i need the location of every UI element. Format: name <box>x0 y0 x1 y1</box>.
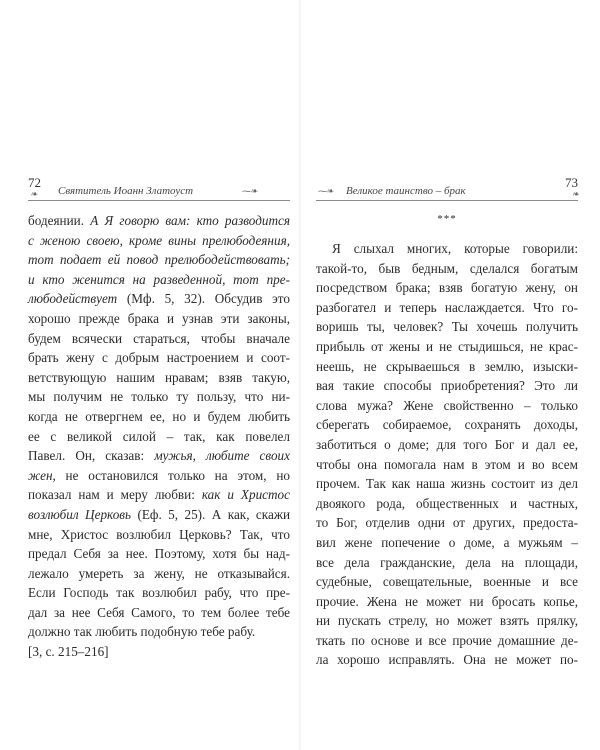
text-line <box>28 348 290 368</box>
text-run: разбогател и теперь наслаждается. Что го- <box>316 299 578 315</box>
text-run: Я слыхал многих, которые говорили: <box>332 241 578 256</box>
text-run: Павел. Он, сказав: <box>28 448 155 464</box>
text-line <box>28 231 290 251</box>
text-run: мы получим не только ту пользу, что ни- <box>28 389 290 405</box>
ornament-icon: ⁓❧ <box>318 186 333 196</box>
text-line <box>28 329 290 349</box>
text-run: ткать по основе и все прочие домашние де- <box>316 632 578 648</box>
italic-quote: и кто женится на разведенной, тот пре- <box>28 271 290 287</box>
gutter <box>299 0 301 750</box>
text-line <box>316 259 578 279</box>
italic-quote: А Я говорю вам: кто разводится <box>90 213 290 228</box>
text-line <box>316 396 578 416</box>
text-line <box>28 544 290 564</box>
italic-quote: мужья, любите своих <box>154 448 290 464</box>
text-line <box>28 387 290 407</box>
text-line <box>316 415 578 435</box>
text-run: чтобы она помогала нам в этом и во всем <box>316 456 578 472</box>
text-line <box>28 525 290 545</box>
text-line <box>316 513 578 533</box>
section-separator: *** <box>437 213 457 225</box>
italic-quote: как и Христос <box>201 487 291 503</box>
text-run: заботиться о доме; для того Бог и дал ее, <box>316 436 578 452</box>
text-line <box>28 309 290 329</box>
text-line <box>28 642 290 662</box>
text-line <box>316 650 578 670</box>
text-run: ветствующую нашим нравам; взяв такую, <box>28 369 290 385</box>
ornament-icon: ⁓❧ <box>242 186 257 196</box>
text-run: сберегать собираемое, сохранять доходы, <box>316 417 578 433</box>
text-run: предал Себя за нее. Поэтому, хотя бы над- <box>28 546 290 562</box>
text-line <box>316 572 578 592</box>
text-run: прочие. Жена не может ни бросать копье, <box>316 593 578 609</box>
italic-quote: возлюбил Церковь <box>28 506 132 522</box>
text-run: прибыль от жены и не стыдишься, не крас- <box>316 338 578 354</box>
text-line <box>316 611 578 631</box>
italic-quote: жен <box>28 467 53 483</box>
text-run: все дела гражданские, дела на площади, <box>316 554 578 570</box>
text-line <box>316 298 578 318</box>
text-run: слова мужа? Жене свойственно – только <box>316 397 578 413</box>
text-run: такой-то, быв бедным, сделался богатым <box>316 260 578 276</box>
text-run: [3, с. 215–216] <box>28 644 109 660</box>
text-run: то Бог, отделив одни от других, предоста- <box>316 515 578 531</box>
text-run: ла хорошо исправлять. Она не может по- <box>316 652 578 668</box>
text-line <box>28 407 290 427</box>
right-body-text <box>316 239 578 670</box>
text-run: мне, Христос возлюбил Церковь? Так, что <box>28 526 290 542</box>
running-title: Великое таинство – брак <box>346 185 466 197</box>
italic-quote: с женою своею, кроме вины прелюбодеяния, <box>28 232 290 248</box>
text-run: посредством брака; взяв богатую жену, он <box>316 280 578 296</box>
text-run: должно так любить подобную тебе рабу. <box>28 624 256 640</box>
text-line <box>316 494 578 514</box>
text-run: судебные, совещательные, военные и все <box>316 574 578 590</box>
text-line <box>316 435 578 455</box>
text-line <box>316 631 578 651</box>
text-run: вил жене попечение о доме, а мужьям – <box>316 534 578 550</box>
italic-quote: любодействует <box>28 291 118 307</box>
text-line <box>28 427 290 447</box>
text-line <box>28 466 290 486</box>
text-run: брать жену с добрым настроением и соот- <box>28 350 290 366</box>
text-run: ее с великой силой – так, как повелел <box>28 428 290 444</box>
text-line <box>28 446 290 466</box>
text-line <box>28 564 290 584</box>
text-line <box>316 455 578 475</box>
italic-quote: тот подает ей повод прелюбодействовать; <box>28 252 290 268</box>
right-running-head <box>316 175 578 201</box>
text-run: будем всячески стараться, чтобы вначале <box>28 330 290 346</box>
text-line <box>28 485 290 505</box>
text-run: показал нам и меру любви: <box>28 487 202 503</box>
ornament-icon: ❧ <box>30 189 37 199</box>
text-line <box>316 357 578 377</box>
text-run: вая такие способы приобретения? Это ли <box>316 378 578 394</box>
text-line <box>316 337 578 357</box>
text-run: (Мф. 5, 32). Обсудив это <box>117 291 290 307</box>
text-line <box>316 239 578 259</box>
text-line <box>316 376 578 396</box>
text-line <box>28 289 290 309</box>
right-page <box>316 175 578 670</box>
left-page <box>28 175 291 662</box>
text-line <box>28 270 290 290</box>
running-title: Святитель Иоанн Златоуст <box>58 185 194 197</box>
text-line <box>316 592 578 612</box>
text-line <box>316 553 578 573</box>
text-run: (Еф. 5, 25). А как, скажи <box>131 506 291 522</box>
text-run: бодеянии. <box>28 213 91 228</box>
text-line <box>316 317 578 337</box>
page-number: 72 <box>28 175 41 190</box>
text-run: двоякого рода, общественных и частных, <box>316 495 578 511</box>
text-line <box>28 250 290 270</box>
text-line <box>316 533 578 553</box>
ornament-icon: ❧ <box>571 189 578 199</box>
text-run: воришь ты, человек? Ты хочешь получить <box>316 319 578 335</box>
text-run: неешь, не скрываешься в землю, изыски- <box>316 358 578 374</box>
text-run: дал за нее Себя Самого, то тем более тебе <box>28 604 290 620</box>
text-line <box>28 622 290 642</box>
text-line <box>28 505 290 525</box>
text-run: , не остановился только на этом, но <box>52 467 290 483</box>
text-run: ни пускать стрелу, но может взять прялку, <box>316 613 578 629</box>
text-line <box>316 278 578 298</box>
text-line <box>28 211 290 231</box>
text-run: когда не отвергнем ее, но и будем любить <box>28 408 290 424</box>
text-line <box>28 368 290 388</box>
text-run: прочем. Так как наша жизнь состоит из дел <box>316 476 578 492</box>
page-number: 73 <box>565 175 578 190</box>
left-running-head <box>28 175 290 201</box>
left-body-text <box>28 211 290 662</box>
text-line <box>28 583 290 603</box>
text-run: лежало умереть за жену, не отказывайся. <box>28 565 290 581</box>
text-line <box>28 603 290 623</box>
text-run: Если Господь так возлюбил рабу, что пре- <box>28 585 290 601</box>
text-run: хорошо прежде брака и узнав эти законы, <box>28 310 290 326</box>
text-line <box>316 474 578 494</box>
